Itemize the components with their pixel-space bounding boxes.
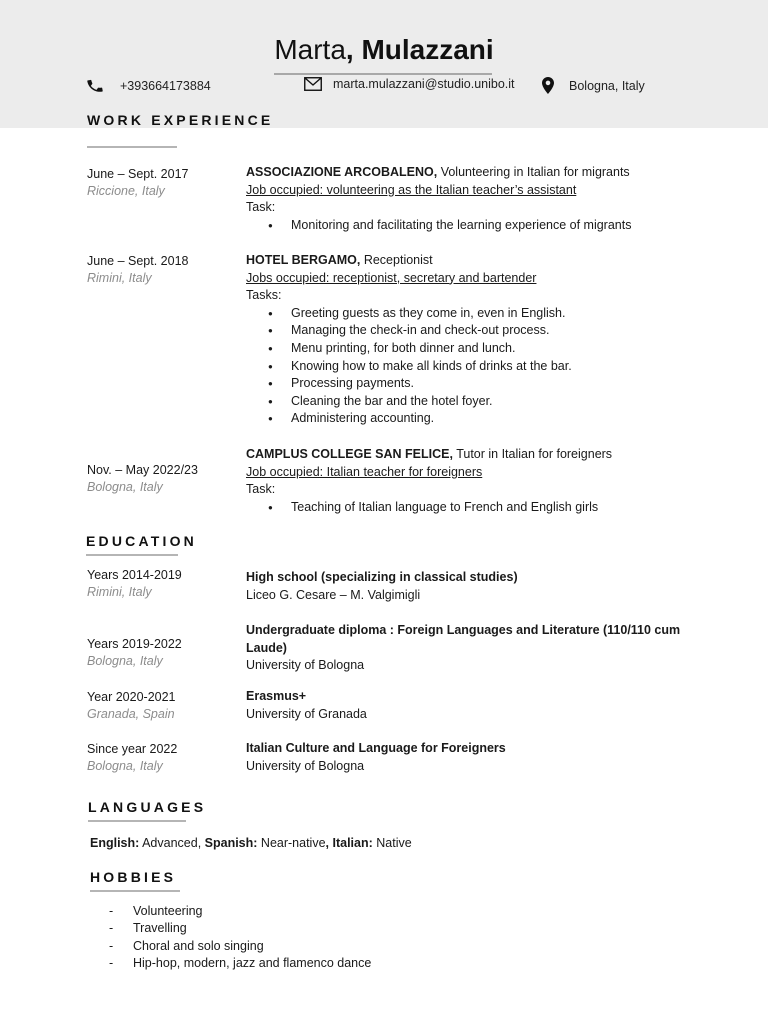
education-entry [246,688,686,723]
task-list [246,305,716,428]
education-degree: High school (specializing in classical studies) [246,570,518,584]
education-school: University of Granada [246,706,367,721]
work-entry [246,252,716,428]
education-entry [246,569,686,604]
education-date-block [87,637,182,668]
envelope-icon [304,77,322,91]
hobbies-rule [90,890,180,892]
education-place: Granada, Spain [87,707,175,721]
hobbies-list [89,903,371,973]
last-name: Mulazzani [361,34,494,65]
name-underline [274,73,492,75]
entry-role: Receptionist [360,253,433,267]
work-experience-rule [87,146,177,148]
entry-date: June – Sept. 2018 [87,254,189,268]
hobby-item: - Hip-hop, modern, jazz and flamenco dance [89,955,371,972]
email-address[interactable]: marta.mulazzani@studio.unibo.it [333,77,515,91]
education-degree: Erasmus+ [246,689,307,703]
task-item: ● Monitoring and facilitating the learning experience of migrants [246,217,716,235]
task-item: ● Knowing how to make all kinds of drinks at the bar. [246,358,716,376]
task-item: ● Greeting guests as they come in, even in English. [246,305,716,323]
entry-job: Job occupied: volunteering as the Italian teacher’s assistant [246,182,577,197]
language-name: Spanish: [204,836,258,850]
education-school: University of Bologna [246,658,365,673]
entry-place: Rimini, Italy [87,271,152,285]
work-entry [246,446,716,516]
entry-place: Bologna, Italy [87,480,163,494]
education-entry [246,740,686,775]
entry-org: CAMPLUS COLLEGE SAN FELICE, [246,447,453,461]
task-item: ● Administering accounting. [246,410,716,428]
education-degree: Undergraduate diploma : Foreign Languages and Literature (110/110 cum Laude) [246,623,681,655]
language-level: Native [372,836,412,850]
education-heading: EDUCATION [86,533,197,549]
entry-place: Riccione, Italy [87,184,165,198]
languages-heading: LANGUAGES [88,799,207,815]
education-rule [86,554,178,556]
education-date: Year 2020-2021 [87,690,176,704]
language-level: Near-native [257,836,326,850]
work-experience-heading: WORK EXPERIENCE [87,112,274,128]
education-school: Liceo G. Cesare – M. Valgimigli [246,587,421,602]
education-date: Since year 2022 [87,742,178,756]
phone-number[interactable]: +393664173884 [120,79,211,93]
entry-heading [246,252,716,270]
education-date-block [87,742,177,773]
entry-date: June – Sept. 2017 [87,167,189,181]
education-date: Years 2014-2019 [87,568,182,582]
education-date-block [87,690,176,721]
first-name: Marta [274,34,346,65]
entry-heading [246,164,716,182]
location-contact [542,77,645,94]
candidate-name [0,34,768,66]
education-date: Years 2019-2022 [87,637,182,651]
work-entry [246,164,716,234]
education-place: Rimini, Italy [87,585,152,599]
entry-heading [246,446,716,464]
language-name: , Italian: [325,836,373,850]
education-place: Bologna, Italy [87,759,163,773]
task-item: ● Teaching of Italian language to French and English girls [246,499,716,517]
entry-task-label: Task: [246,200,276,215]
map-pin-icon [542,77,554,94]
task-item: ● Menu printing, for both dinner and lunch. [246,340,716,358]
hobbies-heading: HOBBIES [90,869,177,885]
task-list [246,499,716,517]
hobby-item: - Travelling [89,920,371,937]
entry-role: Volunteering in Italian for migrants [437,165,630,179]
name-separator: , [345,34,362,65]
entry-org: HOTEL BERGAMO, [246,253,361,267]
hobby-item: - Choral and solo singing [89,938,371,955]
task-list [246,217,716,235]
location-text: Bologna, Italy [569,78,645,93]
work-entry-date-block [87,167,188,198]
education-degree: Italian Culture and Language for Foreigners [246,741,506,755]
entry-job: Job occupied: Italian teacher for foreigners [246,464,483,479]
email-contact [304,77,515,91]
phone-icon [86,77,104,95]
entry-task-label: Task: [246,482,276,497]
entry-role: Tutor in Italian for foreigners [452,447,613,461]
entry-job: Jobs occupied: receptionist, secretary and bartender [246,270,537,285]
task-item: ● Cleaning the bar and the hotel foyer. [246,393,716,411]
languages-line [90,835,412,853]
task-item: ● Processing payments. [246,375,716,393]
language-level: Advanced, [139,836,205,850]
hobby-item: - Volunteering [89,903,371,920]
education-school: University of Bologna [246,758,365,773]
education-entry [246,622,686,675]
language-name: English: [90,836,140,850]
entry-org: ASSOCIAZIONE ARCOBALENO, [246,165,438,179]
work-entry-date-block [87,463,198,494]
phone-contact [86,77,211,95]
entry-date: Nov. – May 2022/23 [87,463,198,477]
education-date-block [87,568,182,599]
task-item: ● Managing the check-in and check-out process. [246,322,716,340]
entry-task-label: Tasks: [246,288,282,303]
languages-rule [88,820,186,822]
work-entry-date-block [87,254,188,285]
education-place: Bologna, Italy [87,654,163,668]
